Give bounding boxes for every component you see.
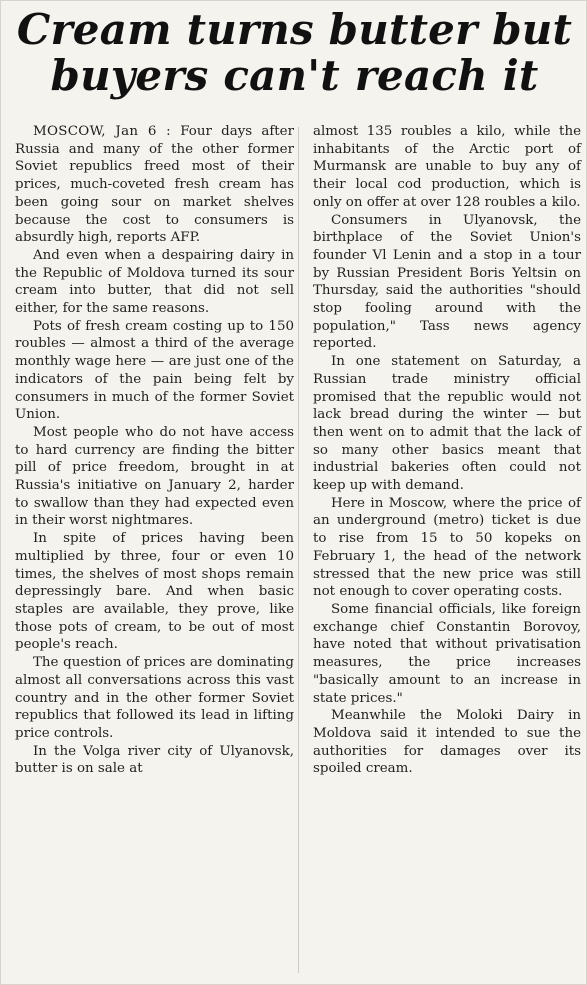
paragraph-10: Here in Moscow, where the price of an underground (metro) ticket is due to rise from 15 to 50 kopeks on February 1, the head of the network stressed that the new price was still not enough to cover operating costs. [313,495,581,600]
paragraph-4: Most people who do not have access to hard currency are finding the bitter pill of price freedom, brought in at Russia's initiative on January 2, harder to swallow than they had expected even in their worst nightmares. [15,424,294,529]
headline-line-1: Cream turns butter but [16,5,573,54]
column-right [313,123,581,981]
paragraph-5: In spite of prices having been multiplied by three, four or even 10 times, the shelves of most shops remain depressingly bare. And when basic staples are available, they prove, like those pots of cream, to be out of most people's reach. [15,531,294,653]
paragraph-8: Consumers in Ulyanovsk, the birthplace of the Soviet Union's founder Vl Lenin and a stop in a tour by Russian President Boris Yeltsin on Thursday, said the authorities "should stop fooling around with the population," Tass news agency reported. [313,212,581,352]
article-body [15,123,581,981]
paragraph-9: In one statement on Saturday, a Russian trade ministry official promised that the republic would not lack bread during the winter — but then went on to admit that the lack of so many other basics meant that industrial bakeries often could not keep up with demand. [313,354,581,494]
column-left [15,123,294,981]
paragraph-7-continued: almost 135 roubles a kilo, while the inhabitants of the Arctic port of Murmansk are unable to buy any of their local cod production, which is only on offer at over 128 roubles a kilo. [313,124,581,210]
headline-line-2: buyers can't reach it [50,51,539,100]
paragraph-11: Some financial officials, like foreign exchange chief Constantin Borovoy, have noted that without privatisation measures, the price increases "basically amount to an increase in state prices." [313,601,581,706]
paragraph-1-text: Four days after Russia and many of the other former Soviet republics freed most of their prices, much-coveted fresh cream has been going sour on market shelves because the cost to consumers is absurdly high, reports AFP. [15,124,295,246]
paragraph-2: And even when a despairing dairy in the Republic of Moldova turned its sour cream into butter, that did not sell either, for the same reasons. [15,247,294,317]
dateline: MOSCOW, Jan 6 : [33,124,171,139]
headline [7,7,582,99]
paragraph-7: In the Volga river city of Ulyanovsk, butter is on sale at [15,743,294,777]
paragraph-1 [15,123,294,247]
paragraph-6: The question of prices are dominating almost all conversations across this vast country and in the other former Soviet republics that followed its lead in lifting price controls. [15,655,294,741]
paragraph-12: Meanwhile the Moloki Dairy in Moldova said it intended to sue the authorities for damages over its spoiled cream. [313,708,581,777]
paragraph-3: Pots of fresh cream costing up to 150 roubles — almost a third of the average monthly wage here — are just one of the indicators of the pain being felt by consumers in much of the former Soviet Union. [15,318,294,423]
